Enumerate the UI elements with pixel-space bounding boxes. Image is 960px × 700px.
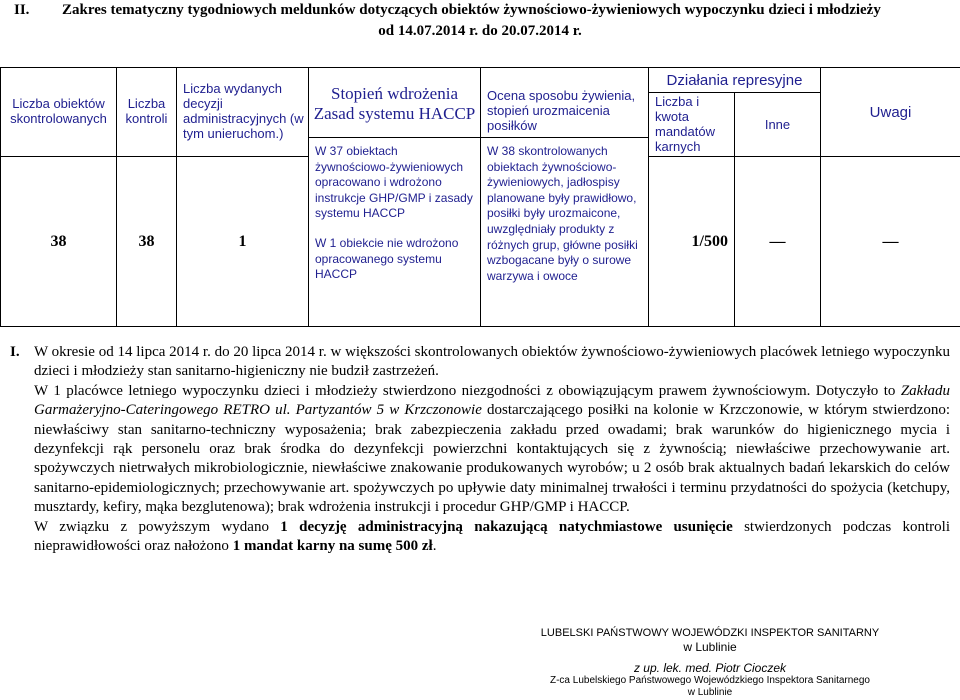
header-cell-remarks: Uwagi	[821, 68, 960, 157]
header-cell-decisions: Liczba wydanych decyzji administracyjnych (w tym unieruchom.)	[177, 68, 309, 157]
header-cell-nutrition: Ocena sposobu żywienia, stopień urozmaicenia posiłków	[481, 68, 648, 138]
sanctions-middle: stwierdzonych podczas kontroli nieprawidłowości oraz nałożono	[34, 518, 950, 555]
signatory	[540, 661, 880, 699]
violations-details: dostarczającego posiłki na kolonie w Krzczonowie, w którym stwierdzono: niewłaściwy stan sanitarno-techniczny wyposażenia; brak zabezpieczenia zakładu przed owadami; brak warunków do higienicznego mycia i dezynfekcji rąk personelu oraz brak środka do dezynfekcji powierzchni kontaktujących się z żywnością; niewłaściwe przechowywanie art. spożywczych nietrwałych mikrobiologicznie, niewłaściwe znakowanie produkowanych wyrobów; u 2 osób brak aktualnych badań lekarskich do celów sanitarno-epidemiologicznych; przechowywanie art. spożywczych po upływie daty minimalnej trwałości i terminu przydatności do spożycia (ketchupy, musztardy, kefiry, mąka bezglutenowa); brak wdrożenia instrukcji i procedur GHP/GMP i HACCP.	[34, 402, 951, 516]
nutrition-text: W 38 skontrolowanych obiektach żywnościowo-żywieniowych, jadłospisy planowane były prawidłowo, posiłki były urozmaicone, uwzględniały produkty z różnych grup, główne posiłki wzbogacane były o surowe warzywa i owoce	[487, 144, 638, 283]
haccp-column	[309, 68, 481, 327]
inspector-title-line: LUBELSKI PAŃSTWOWY WOJEWÓDZKI INSPEKTOR SANITARNY	[540, 627, 880, 639]
section-number: II.	[14, 2, 30, 18]
paragraph-sanctions	[34, 518, 950, 557]
header-cell-objects: Liczba obiektów skontrolowanych	[1, 68, 117, 157]
report-table	[0, 67, 960, 327]
nutrition-column	[481, 68, 649, 327]
header-cell-repressive-actions: Działania represyjne	[649, 68, 821, 93]
report-body	[10, 343, 951, 556]
body-section-number: I.	[10, 344, 20, 360]
sanctions-intro: W związku z powyższym wydano	[34, 518, 269, 535]
facility-name: Zakładu Garmażeryjno-Cateringowego RETRO ul. Partyzantów 5 w Krzczonowie	[34, 382, 950, 419]
signatory-location: w Lublinie	[687, 687, 733, 698]
inspector-title	[540, 626, 880, 654]
signatory-position: Z-ca Lubelskiego Państwowego Wojewódzkiego Inspektora Sanitarnego	[549, 675, 870, 686]
decision-text: 1 decyzję administracyjną nakazującą natychmiastowe usunięcie	[280, 518, 733, 535]
header-cell-other: Inne	[735, 93, 821, 157]
haccp-text-not-implemented: W 1 obiekcie nie wdrożono opracowanego systemu HACCP	[315, 235, 459, 282]
header-cell-fines: Liczba i kwota mandatów karnych	[649, 93, 735, 157]
fine-text: 1 mandat karny na sumę 500 zł	[232, 538, 433, 555]
inspector-location: w Lublinie	[683, 640, 737, 654]
header-cell-haccp: Stopień wdrożenia Zasad systemu HACCP	[309, 68, 480, 138]
sanctions-end: .	[432, 538, 437, 555]
value-inspections: 38	[117, 157, 177, 327]
value-other: —	[735, 157, 821, 327]
value-objects: 38	[1, 157, 117, 327]
violations-intro: W 1 placówce letniego wypoczynku dzieci i młodzieży stwierdzono niezgodności z obowiązującym prawem żywnościowym. Dotyczyło to	[34, 382, 896, 399]
report-period: od 14.07.2014 r. do 20.07.2014 r.	[378, 23, 582, 39]
haccp-text-implemented: W 37 obiektach żywnościowo-żywieniowych opracowano i wdrożono instrukcje GHP/GMP i zasady systemu HACCP	[315, 144, 473, 221]
section-title-text: Zakres tematyczny tygodniowych meldunków dotyczących obiektów żywnościowo-żywieniowych wypoczynku dzieci i młodzieży	[62, 2, 881, 18]
value-decisions: 1	[177, 157, 309, 327]
signatory-name: z up. lek. med. Piotr Cioczek	[633, 661, 787, 675]
value-fines: 1/500	[649, 157, 735, 327]
header-cell-inspections: Liczba kontroli	[117, 68, 177, 157]
paragraph-summary: W okresie od 14 lipca 2014 r. do 20 lipca 2014 r. w większości skontrolowanych obiektów żywnościowo-żywieniowych placówek letniego wypoczynku dzieci i młodzieży stan sanitarno-higieniczny nie budził zastrzeżeń.	[34, 344, 950, 380]
value-remarks: —	[821, 157, 960, 327]
paragraph-violations	[34, 382, 950, 518]
